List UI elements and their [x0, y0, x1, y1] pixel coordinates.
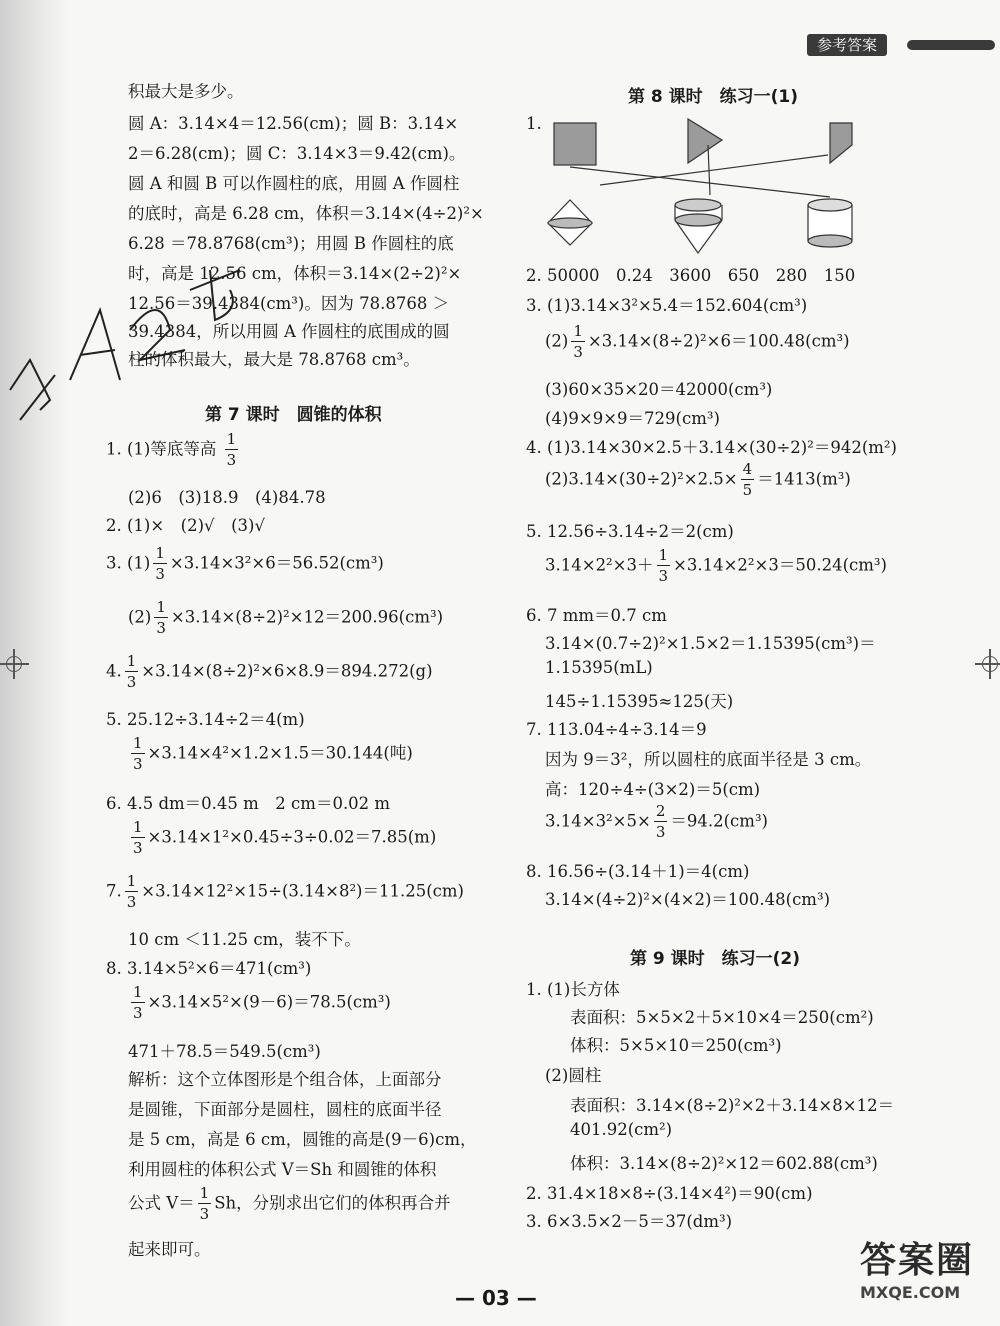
p3a: 3. (1)3.14×3²×5.4＝152.604(cm³) — [526, 296, 808, 315]
denominator: 3 — [658, 567, 669, 585]
numerator: 2 — [655, 802, 666, 820]
p3b-post: ×3.14×(8÷2)²×6＝100.48(cm³) — [587, 331, 850, 351]
q7a — [106, 874, 464, 910]
q3a-post: ×3.14×3²×6＝56.52(cm³) — [169, 553, 384, 573]
intro-line-7: 时，高是 12.56 cm，体积＝3.14×(2÷2)²× — [128, 264, 462, 283]
denominator: 3 — [126, 893, 137, 911]
intro-line-4: 圆 A 和圆 B 可以作圆柱的底，用圆 A 作圆柱 — [128, 174, 460, 193]
q4 — [106, 654, 433, 690]
section-title-lesson-9: 第 9 课时 练习一(2) — [630, 949, 801, 969]
numerator: 1 — [133, 983, 143, 1001]
numerator: 1 — [573, 322, 583, 340]
p8a: 8. 16.56÷(3.14＋1)＝4(cm) — [526, 862, 750, 881]
q1a-text: 1. (1)等底等高 — [106, 439, 217, 459]
p6a: 6. 7 mm＝0.7 cm — [526, 606, 667, 625]
intro-line-6: 6.28 ＝78.8768(cm³)；用圆 B 作圆柱的底 — [128, 234, 454, 253]
denominator: 3 — [126, 673, 137, 691]
numerator: 1 — [155, 544, 165, 562]
r1f: 401.92(cm²) — [570, 1120, 673, 1139]
fraction — [654, 804, 668, 840]
intro-line-5: 的底时，高是 6.28 cm，体积＝3.14×(4÷2)²× — [128, 204, 484, 223]
p6c: 1.15395(mL) — [545, 658, 653, 677]
q6b-post: ×3.14×1²×0.45÷3÷0.02＝7.85(m) — [147, 827, 437, 847]
q7b: 10 cm ＜11.25 cm，装不下。 — [128, 930, 361, 949]
analysis-f-post: Sh，分别求出它们的体积再合并 — [214, 1193, 451, 1213]
denominator: 3 — [133, 1004, 143, 1022]
q3a — [106, 546, 384, 582]
p3d: (4)9×9×9＝729(cm³) — [545, 409, 720, 428]
numerator: 1 — [133, 818, 143, 836]
match-line-1 — [600, 155, 828, 185]
intro-line-9: 39.4384，所以用圆 A 作圆柱的底围成的圆 — [128, 322, 450, 341]
p5b-pre: 3.14×2²×3＋ — [545, 555, 654, 575]
p5b-post: ×3.14×2²×3＝50.24(cm³) — [673, 555, 887, 575]
trapezoid-shape — [830, 123, 852, 163]
fraction — [131, 820, 145, 856]
q7a-pre: 7. — [106, 881, 122, 901]
intro-line-1: 积最大是多少。 — [128, 82, 244, 101]
r1b: 表面积：5×5×2＋5×10×4＝250(cm²) — [570, 1008, 874, 1027]
intro-line-8: 12.56＝39.4384(cm³)。因为 78.8768 ＞ — [128, 294, 450, 313]
answer-header — [795, 34, 1000, 56]
r1: 1. (1)长方体 — [526, 980, 620, 999]
p7d — [545, 804, 768, 840]
fraction — [153, 546, 167, 582]
q3a-pre: 3. (1) — [106, 553, 151, 573]
section-title-lesson-7: 第 7 课时 圆锥的体积 — [205, 405, 382, 425]
q6b — [128, 820, 436, 856]
p7b: 因为 9＝3²，所以圆柱的底面半径是 3 cm。 — [545, 750, 872, 769]
p3c: (3)60×35×20＝42000(cm³) — [545, 380, 773, 399]
q5b-post: ×3.14×4²×1.2×1.5＝30.144(吨) — [147, 743, 413, 763]
watermark — [860, 1232, 974, 1302]
analysis-line-1: 解析：这个立体图形是个组合体，上面部分 — [128, 1070, 442, 1089]
r1e: 表面积：3.14×(8÷2)²×2＋3.14×8×12＝ — [570, 1096, 895, 1115]
fraction — [741, 462, 755, 498]
header-bar — [907, 40, 995, 50]
p8b: 3.14×(4÷2)²×(4×2)＝100.48(cm³) — [545, 890, 831, 909]
q6a: 6. 4.5 dm＝0.45 m 2 cm＝0.02 m — [106, 794, 391, 813]
q1b: (2)6 (3)18.9 (4)84.78 — [128, 488, 326, 507]
p3b-pre: (2) — [545, 331, 569, 351]
fraction — [131, 985, 145, 1021]
p1: 1. — [526, 114, 542, 133]
fraction — [125, 654, 139, 690]
q8b — [128, 985, 391, 1021]
numerator: 1 — [658, 546, 669, 564]
answer-header-label: 参考答案 — [807, 34, 887, 56]
cylinder-cone-shape — [675, 205, 722, 253]
r1c: 体积：5×5×10＝250(cm³) — [570, 1036, 782, 1055]
analysis-line-4: 利用圆柱的体积公式 V＝Sh 和圆锥的体积 — [128, 1160, 437, 1179]
r1d: (2)圆柱 — [545, 1066, 602, 1085]
intro-line-2: 圆 A：3.14×4＝12.56(cm)；圆 B：3.14× — [128, 114, 459, 133]
q8a: 8. 3.14×5²×6＝471(cm³) — [106, 959, 312, 978]
r3: 3. 6×3.5×2－5＝37(dm³) — [526, 1212, 733, 1231]
p4b-pre: (2)3.14×(30÷2)²×2.5× — [545, 469, 738, 489]
numerator: 4 — [742, 460, 753, 478]
p7a: 7. 113.04÷4÷3.14＝9 — [526, 720, 707, 739]
registration-mark-right — [982, 656, 998, 672]
q4-post: ×3.14×(8÷2)²×6×8.9＝894.272(g) — [141, 661, 433, 681]
intro-line-10: 柱的体积最大，最大是 78.8768 cm³。 — [128, 350, 420, 369]
page-number: — 03 — — [455, 1286, 537, 1310]
p5a: 5. 12.56÷3.14÷2＝2(cm) — [526, 522, 734, 541]
denominator: 3 — [133, 839, 143, 857]
fraction — [198, 1186, 212, 1222]
numerator: 1 — [156, 598, 166, 616]
fraction — [657, 548, 671, 584]
numerator: 1 — [133, 734, 143, 752]
denominator: 3 — [156, 619, 166, 637]
numerator: 1 — [126, 652, 137, 670]
q3b-pre: (2) — [128, 607, 152, 627]
denominator: 5 — [742, 481, 753, 499]
q2: 2. (1)× (2)√ (3)√ — [106, 516, 265, 535]
analysis-line-3: 是 5 cm，高是 6 cm，圆锥的高是(9－6)cm， — [128, 1130, 477, 1149]
numerator: 1 — [126, 872, 137, 890]
p7d-post: ＝94.2(cm³) — [670, 811, 768, 831]
numerator: 1 — [199, 1184, 210, 1202]
p2: 2. 50000 0.24 3600 650 280 150 — [526, 266, 856, 285]
p3b — [545, 324, 850, 360]
q8c: 471＋78.5＝549.5(cm³) — [128, 1042, 321, 1061]
fraction — [225, 432, 239, 468]
denominator: 3 — [226, 451, 237, 469]
section-title-lesson-8: 第 8 课时 练习一(1) — [628, 87, 799, 107]
q7a-post: ×3.14×12²×15÷(3.14×8²)＝11.25(cm) — [141, 881, 464, 901]
fraction — [154, 600, 168, 636]
q3b-post: ×3.14×(8÷2)²×12＝200.96(cm³) — [170, 607, 444, 627]
registration-mark-left — [6, 656, 22, 672]
watermark-main: 答案圈 — [860, 1240, 975, 1281]
r1g: 体积：3.14×(8÷2)²×12＝602.88(cm³) — [570, 1154, 878, 1173]
fraction — [571, 324, 585, 360]
denominator: 3 — [655, 823, 666, 841]
p4a: 4. (1)3.14×30×2.5＋3.14×(30÷2)²＝942(m²) — [526, 438, 897, 457]
denominator: 3 — [573, 343, 583, 361]
denominator: 3 — [155, 565, 165, 583]
r2: 2. 31.4×18×8÷(3.14×4²)＝90(cm) — [526, 1184, 813, 1203]
square-shape — [554, 123, 596, 165]
analysis-f-pre: 公式 V＝ — [128, 1193, 195, 1213]
triangle-shape — [688, 119, 722, 163]
p6d: 145÷1.15395≈125(天) — [545, 692, 734, 711]
q8b-post: ×3.14×5²×(9－6)＝78.5(cm³) — [147, 992, 391, 1012]
matching-shapes-diagram — [540, 115, 870, 255]
p5b — [545, 548, 887, 584]
fraction — [131, 736, 145, 772]
q4-pre: 4. — [106, 661, 122, 681]
p6b: 3.14×(0.7÷2)²×1.5×2＝1.15395(cm³)＝ — [545, 634, 876, 653]
q1a — [106, 432, 241, 468]
fraction — [125, 874, 139, 910]
analysis-line-2: 是圆锥，下面部分是圆柱，圆柱的底面半径 — [128, 1100, 442, 1119]
denominator: 3 — [133, 755, 143, 773]
q3b — [128, 600, 443, 636]
analysis-end: 起来即可。 — [128, 1240, 211, 1259]
analysis-line-5 — [128, 1186, 451, 1222]
intro-line-3: 2＝6.28(cm)；圆 C：3.14×3＝9.42(cm)。 — [128, 144, 466, 163]
p7c: 高：120÷4÷(3×2)＝5(cm) — [545, 780, 761, 799]
q5a: 5. 25.12÷3.14÷2＝4(m) — [106, 710, 305, 729]
p4b-post: ＝1413(m³) — [757, 469, 851, 489]
watermark-sub: MXQE.COM — [860, 1283, 961, 1302]
q5b — [128, 736, 413, 772]
p4b — [545, 462, 851, 498]
denominator: 3 — [199, 1205, 210, 1223]
p7d-pre: 3.14×3²×5× — [545, 811, 651, 831]
numerator: 1 — [226, 430, 237, 448]
